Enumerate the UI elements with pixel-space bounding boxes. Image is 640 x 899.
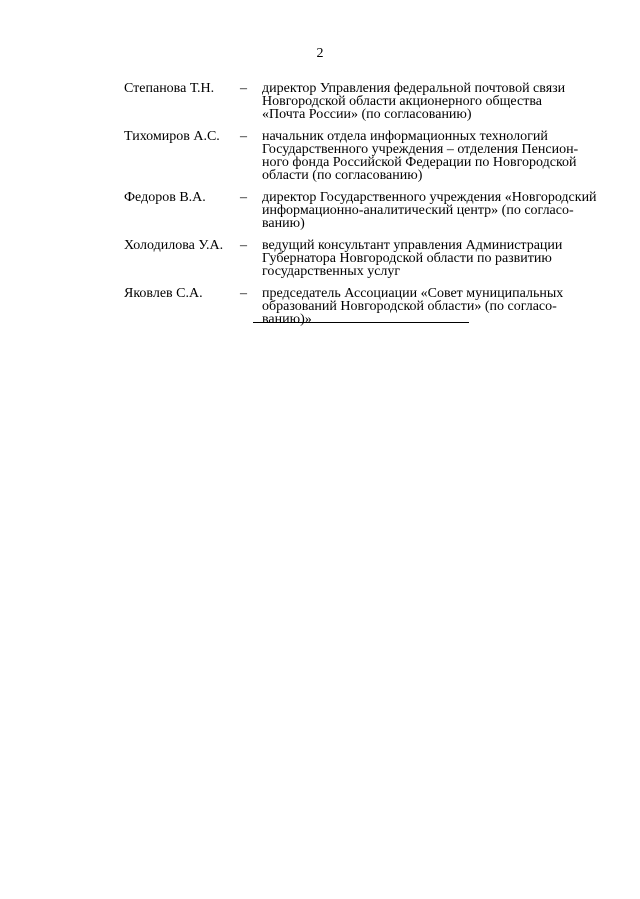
role-line: Губернатора Новгородской области по развитию	[262, 251, 552, 266]
member-row	[124, 82, 594, 121]
member-dash: –	[240, 286, 247, 301]
role-line: образований Новгородской области» (по согласо-	[262, 299, 557, 314]
role-line: области (по согласованию)	[262, 168, 423, 183]
member-dash: –	[240, 129, 247, 144]
members-list	[124, 81, 597, 335]
role-line: государственных услуг	[262, 264, 401, 279]
member-dash: –	[240, 81, 247, 96]
member-name: Степанова Т.Н.	[124, 81, 215, 96]
role-line: начальник отдела информационных технологий	[262, 129, 548, 144]
member-row	[124, 287, 594, 326]
role-line: директор Управления федеральной почтовой связи	[262, 81, 566, 96]
member-name: Федоров В.А.	[124, 190, 206, 205]
member-role	[262, 82, 594, 121]
member-name: Яковлев С.А.	[124, 286, 203, 301]
role-line: информационно-аналитический центр» (по согласо-	[262, 203, 574, 218]
member-role	[262, 287, 594, 326]
role-line: ванию)	[262, 216, 305, 231]
end-of-list-divider	[253, 322, 469, 323]
member-role	[262, 191, 597, 230]
page-number: 2	[316, 46, 324, 61]
role-line: «Почта России» (по согласованию)	[262, 107, 472, 122]
member-name: Тихомиров А.С.	[124, 129, 220, 144]
role-line: Государственного учреждения – отделения Пенсион-	[262, 142, 579, 157]
member-dash: –	[240, 190, 247, 205]
role-line: председатель Ассоциации «Совет муниципальных	[262, 286, 564, 301]
role-line: ного фонда Российской Федерации по Новгородской	[262, 155, 577, 170]
role-line: Новгородской области акционерного общества	[262, 94, 542, 109]
member-role	[262, 239, 594, 278]
member-dash: –	[240, 238, 247, 253]
role-line: директор Государственного учреждения «Новгородский	[262, 190, 597, 205]
member-row	[124, 130, 594, 182]
member-name: Холодилова У.А.	[124, 238, 224, 253]
role-line: ведущий консультант управления Администрации	[262, 238, 563, 253]
member-row	[124, 239, 594, 278]
member-row	[124, 190, 597, 231]
role-line: ванию)»	[262, 312, 312, 327]
member-role	[262, 130, 594, 182]
